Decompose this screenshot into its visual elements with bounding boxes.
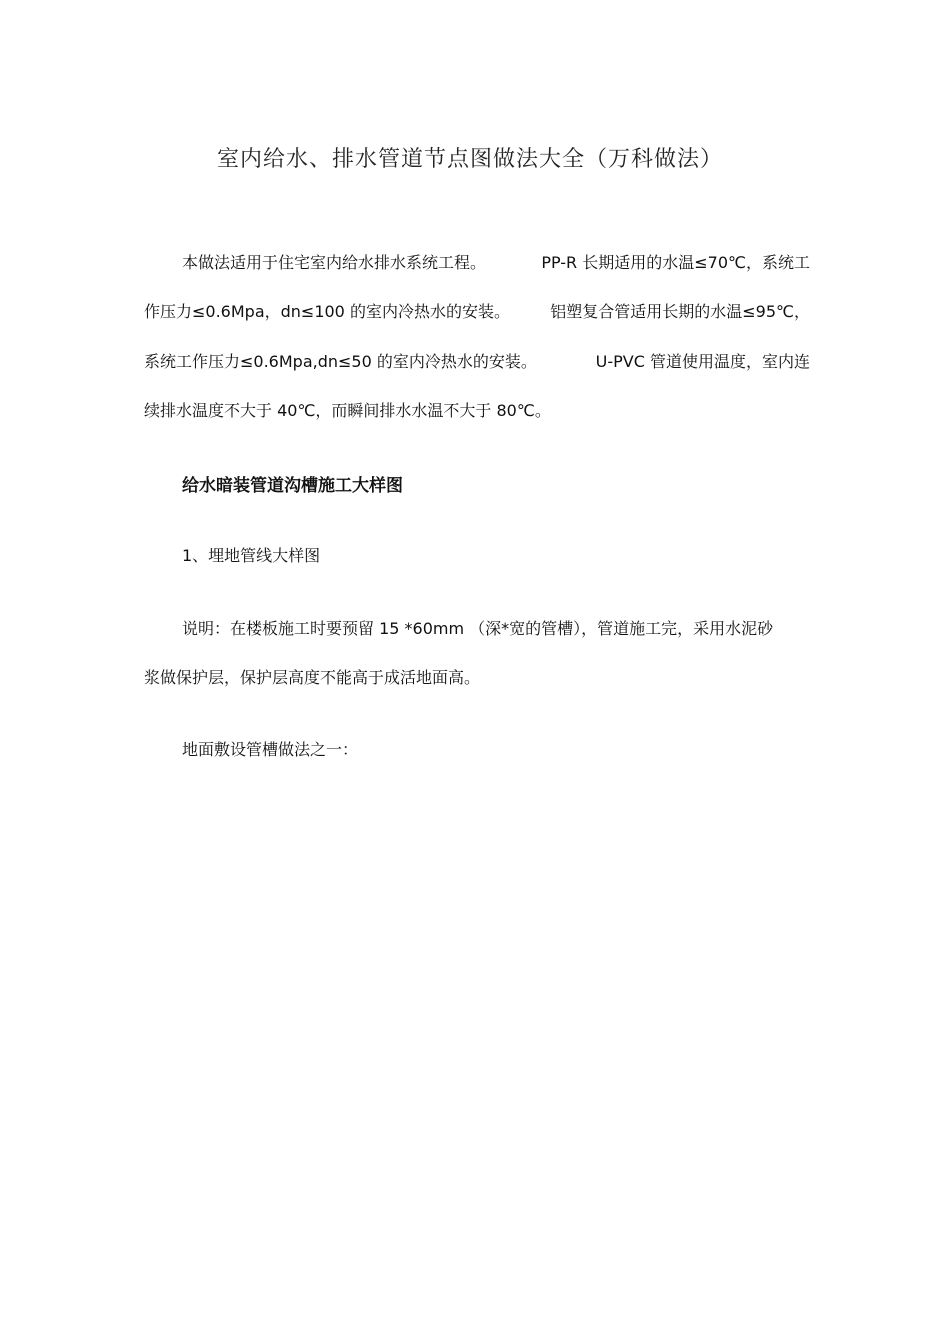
intro-line-2-part-b: 铝塑复合管适用长期的水温≤95℃， — [550, 302, 810, 321]
intro-line-3 — [144, 352, 810, 372]
intro-line-1-part-a: 本做法适用于住宅室内给水排水系统工程。 — [182, 253, 487, 272]
note-line-2: 浆做保护层，保护层高度不能高于成活地面高。 — [144, 668, 481, 687]
intro-line-4: 续排水温度不大于 40℃，而瞬间排水水温不大于 80℃。 — [144, 401, 551, 420]
intro-line-1-part-b: PP-R 长期适用的水温≤70℃，系统工 — [541, 253, 810, 272]
note-line-1: 说明：在楼板施工时要预留 15 *60mm （深*宽的管槽），管道施工完，采用水泥砂 — [182, 619, 774, 638]
intro-line-3-part-a: 系统工作压力≤0.6Mpa,dn≤50 的室内冷热水的安装。 — [144, 352, 537, 371]
intro-line-1 — [182, 253, 810, 273]
intro-line-2 — [144, 302, 810, 322]
document-title: 室内给水、排水管道节点图做法大全（万科做法） — [216, 147, 723, 172]
intro-line-2-part-a: 作压力≤0.6Mpa，dn≤100 的室内冷热水的安装。 — [144, 302, 510, 321]
intro-line-3-part-b: U-PVC 管道使用温度，室内连 — [595, 352, 810, 371]
section-heading: 给水暗装管道沟槽施工大样图 — [182, 476, 403, 496]
method-label: 地面敷设管槽做法之一： — [182, 740, 359, 759]
item-1-heading: 1、埋地管线大样图 — [182, 546, 321, 565]
